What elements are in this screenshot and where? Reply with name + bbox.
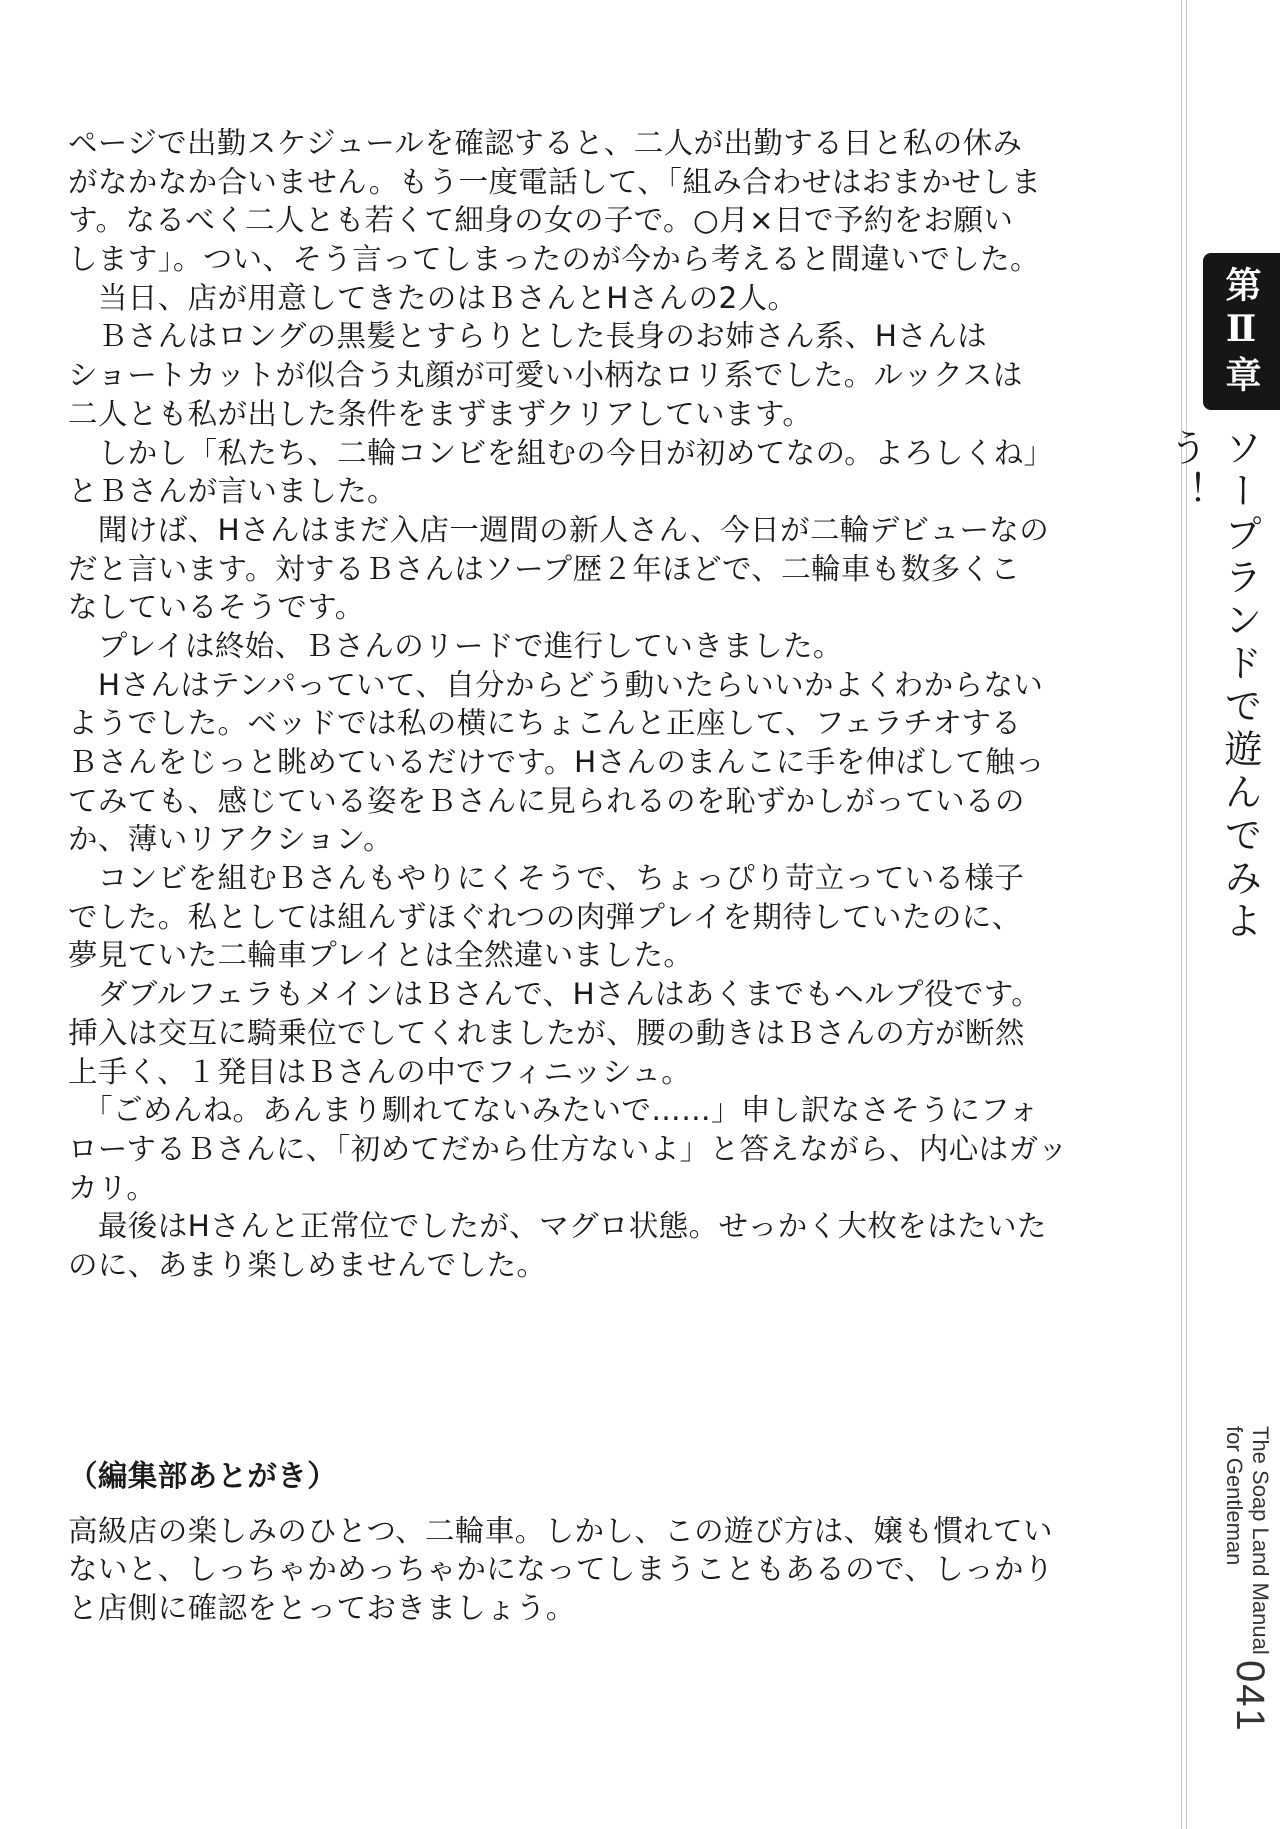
body-text — [68, 124, 1124, 1285]
body-line: ダブルフェラもメインはＢさんで、Hさんはあくまでもヘルプ役です。 — [68, 977, 1042, 1012]
afterword-line: 高級店の楽しみのひとつ、二輪車。しかし、この遊び方は、嬢も慣れてい — [68, 1513, 1053, 1548]
afterword-section — [68, 1457, 1124, 1628]
body-line: だと言います。対するＢさんはソープ歴２年ほどで、二輪車も数多くこ — [68, 551, 1021, 586]
body-line: しかし「私たち、二輪コンビを組むの今日が初めてなの。よろしくね」 — [68, 435, 1054, 470]
body-line: 聞けば、Hさんはまだ入店一週間の新人さん、今日が二輪デビューなの — [68, 512, 1050, 547]
body-line: す。なるべく二人とも若くて細身の女の子で。○月×日で予約をお願い — [68, 203, 1014, 238]
body-line: Ｂさんはロングの黒髪とすらりとした長身のお姉さん系、Hさんは — [68, 319, 987, 354]
body-line: 最後はHさんと正常位でしたが、マグロ状態。せっかく大枚をはたいた — [68, 1209, 1047, 1244]
afterword-line: と店側に確認をとっておきましょう。 — [68, 1591, 576, 1626]
afterword-heading: （編集部あとがき） — [68, 1459, 338, 1493]
body-line: カリ。 — [68, 1170, 157, 1205]
chapter-title: ソープランドで遊んでみよう！ — [1163, 428, 1262, 944]
page-number: 041 — [1228, 1660, 1272, 1733]
book-title-line1: The Soap Land Manual — [1248, 1426, 1273, 1655]
book-title-line2: for Gentleman — [1222, 1426, 1247, 1566]
body-line: します」。つい、そう言ってしまったのが今から考えると間違いでした。 — [68, 242, 1040, 277]
body-line: のに、あまり楽しめませんでした。 — [68, 1247, 547, 1282]
body-line: ページで出勤スケジュールを確認すると、二人が出勤する日と私の休み — [68, 126, 1023, 160]
body-line: がなかなか合いません。もう一度電話して、「組み合わせはおまかせしま — [68, 164, 1042, 199]
body-line: なしているそうです。 — [68, 590, 365, 625]
body-line: コンビを組むＢさんもやりにくそうで、ちょっぴり苛立っている様子 — [68, 861, 1025, 896]
body-line: プレイは終始、Ｂさんのリードで進行していきました。 — [68, 628, 843, 663]
afterword-line: ないと、しっちゃかめっちゃかになってしまうこともあるので、しっかり — [68, 1552, 1054, 1587]
body-line: てみても、感じている姿をＢさんに見られるのを恥ずかしがっているの — [68, 783, 1025, 818]
body-line: 二人とも私が出した条件をまずまずクリアしています。 — [68, 396, 813, 431]
body-line: 挿入は交互に騎乗位でしてくれましたが、腰の動きはＢさんの方が断然 — [68, 1015, 1025, 1050]
body-line: とＢさんが言いました。 — [68, 474, 397, 509]
body-line: 夢見ていた二輪車プレイとは全然違いました。 — [68, 938, 694, 973]
body-line: Hさんはテンパっていて、自分からどう動いたらいいかよくわからない — [68, 667, 1044, 702]
body-line: でした。私としては組んずほぐれつの肉弾プレイを期待していたのに、 — [68, 899, 1022, 934]
body-line: 上手く、１発目はＢさんの中でフィニッシュ。 — [68, 1054, 692, 1089]
margin-rule — [1181, 0, 1182, 1829]
body-line: ローするＢさんに、「初めてだから仕方ないよ」と答えながら、内心はガッ — [68, 1131, 1068, 1166]
body-line: 「ごめんね。あんまり馴れてないみたいで……」申し訳なさそうにフォ — [68, 1093, 1039, 1128]
chapter-tab-label: 第Ⅱ章 — [1220, 265, 1262, 398]
body-line: か、薄いリアクション。 — [68, 822, 394, 857]
chapter-tab — [1203, 253, 1280, 410]
margin-rule — [1186, 0, 1187, 1829]
body-line: ようでした。ベッドでは私の横にちょこんと正座して、フェラチオする — [68, 706, 1022, 741]
body-line: 当日、店が用意してきたのはＢさんとHさんの2人。 — [68, 280, 798, 315]
body-line: ショートカットが似合う丸顔が可愛い小柄なロリ系でした。ルックスは — [68, 358, 1023, 393]
body-line: Ｂさんをじっと眺めているだけです。Hさんのまんこに手を伸ばして触っ — [68, 745, 1046, 779]
